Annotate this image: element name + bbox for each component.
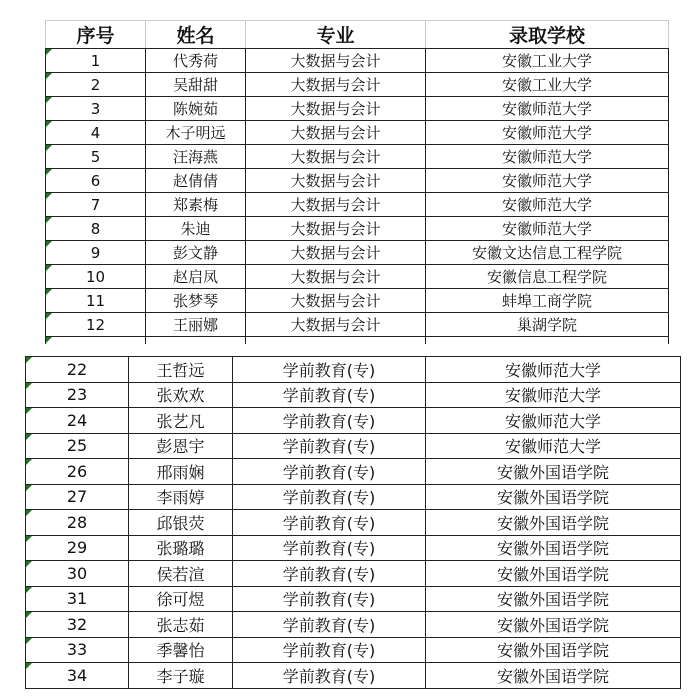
cell-name[interactable]: [146, 49, 246, 73]
cell-index[interactable]: [26, 561, 129, 587]
cell-major[interactable]: [233, 586, 426, 612]
cell-major-text: 大数据与会计: [290, 172, 381, 190]
table-row: [26, 561, 681, 587]
cell-school[interactable]: [426, 145, 669, 169]
bottom-table-crop: [0, 354, 700, 690]
cell-major-text: 大数据与会计: [290, 148, 381, 166]
cell-name[interactable]: [146, 337, 246, 345]
cell-major-text: 学前教育(专): [282, 411, 376, 431]
cell-school-text: 安徽师范大学: [504, 437, 601, 457]
cell-major[interactable]: [246, 337, 426, 345]
cell-major[interactable]: [233, 535, 426, 561]
cell-name-text: 张志茹: [156, 615, 205, 635]
cell-name[interactable]: [146, 217, 246, 241]
cell-name-text: 朱迪: [180, 220, 211, 238]
cell-major[interactable]: [246, 193, 426, 217]
cell-major-text: 学前教育(专): [282, 539, 376, 559]
table-row: [46, 313, 669, 337]
cell-school-text: 安徽工业大学: [501, 52, 592, 70]
cell-major-text: 大数据与会计: [290, 292, 381, 310]
cell-index[interactable]: [46, 337, 146, 345]
cell-index-text: 34: [66, 665, 88, 685]
cell-school[interactable]: [426, 484, 681, 510]
cell-name-text: 汪海燕: [172, 148, 218, 166]
table-row: [46, 265, 669, 289]
cell-index[interactable]: [46, 193, 146, 217]
cell-index-text: 29: [66, 538, 88, 558]
cell-school[interactable]: [426, 382, 681, 408]
cell-index-text: 10: [85, 267, 106, 286]
cell-school[interactable]: [426, 313, 669, 337]
cell-school[interactable]: [426, 241, 669, 265]
cell-name[interactable]: [129, 510, 233, 536]
cell-school[interactable]: [426, 586, 681, 612]
cell-name[interactable]: [146, 169, 246, 193]
cell-name[interactable]: [129, 484, 233, 510]
cell-index-text: 32: [66, 614, 88, 634]
cell-school[interactable]: [426, 433, 681, 459]
cell-name[interactable]: [146, 193, 246, 217]
table-row: [46, 145, 669, 169]
cell-index[interactable]: [26, 612, 129, 638]
cell-major-text: 学前教育(专): [282, 615, 376, 635]
cell-major[interactable]: [233, 663, 426, 689]
table-row: [26, 357, 681, 383]
cell-major[interactable]: [246, 121, 426, 145]
cell-name-text: 木子明远: [165, 124, 226, 142]
cell-index-text: 11: [85, 291, 106, 310]
cell-index-text: 31: [66, 589, 88, 609]
table-row: [26, 408, 681, 434]
cell-major-text: 大数据与会计: [290, 52, 381, 70]
table-row: [46, 193, 669, 217]
cell-major-text: 学前教育(专): [282, 513, 376, 533]
number-as-text-indicator-icon: [46, 241, 52, 247]
number-as-text-indicator-icon: [46, 145, 52, 151]
cell-name[interactable]: [129, 382, 233, 408]
cell-school-text: 安徽外国语学院: [496, 462, 609, 482]
cell-major-text: 大数据与会计: [290, 124, 381, 142]
cell-school[interactable]: [426, 408, 681, 434]
cell-school-text: 安徽师范大学: [501, 124, 592, 142]
cell-major-text: 学前教育(专): [282, 590, 376, 610]
number-as-text-indicator-icon: [46, 193, 52, 199]
cell-major[interactable]: [233, 382, 426, 408]
cell-major[interactable]: [246, 73, 426, 97]
table-row: [26, 637, 681, 663]
cell-name-text: 季馨怡: [156, 641, 205, 661]
cell-school[interactable]: [426, 637, 681, 663]
cell-name[interactable]: [129, 357, 233, 383]
cell-index[interactable]: [26, 510, 129, 536]
number-as-text-indicator-icon: [26, 434, 32, 440]
cell-name-text: 王丽娜: [172, 316, 218, 334]
cell-index[interactable]: [26, 535, 129, 561]
cell-name[interactable]: [129, 459, 233, 485]
cell-major-text: 大数据与会计: [290, 244, 381, 262]
cell-name[interactable]: [129, 408, 233, 434]
table-row: [46, 49, 669, 73]
cell-index[interactable]: [46, 217, 146, 241]
number-as-text-indicator-icon: [46, 169, 52, 175]
cell-name-text: 侯若渲: [156, 564, 205, 584]
cell-major[interactable]: [246, 97, 426, 121]
number-as-text-indicator-icon: [26, 561, 32, 567]
cell-school-text: 巢湖学院: [516, 316, 577, 334]
cell-school[interactable]: [426, 459, 681, 485]
cell-index-text: 33: [66, 640, 88, 660]
number-as-text-indicator-icon: [26, 536, 32, 542]
cell-index-text: 28: [66, 512, 88, 532]
cell-name-text: 李雨婷: [156, 488, 205, 508]
cell-school[interactable]: [426, 663, 681, 689]
number-as-text-indicator-icon: [46, 49, 52, 55]
cell-school-text: 安徽师范大学: [501, 100, 592, 118]
cell-school-text: 安徽外国语学院: [496, 488, 609, 508]
cell-major-text: 大数据与会计: [290, 316, 381, 334]
table-row: [46, 121, 669, 145]
cell-name[interactable]: [146, 241, 246, 265]
cell-major[interactable]: [233, 510, 426, 536]
cell-index[interactable]: [26, 459, 129, 485]
header-index: 序号: [46, 21, 146, 49]
cell-name-text: 李子璇: [156, 666, 205, 686]
cell-name-text: 邢雨娴: [156, 462, 205, 482]
cell-name-text: 陈婉茹: [172, 100, 218, 118]
table-row: [26, 612, 681, 638]
cell-major[interactable]: [246, 49, 426, 73]
cell-school[interactable]: [426, 561, 681, 587]
number-as-text-indicator-icon: [46, 217, 52, 223]
cell-index[interactable]: [26, 637, 129, 663]
cell-index[interactable]: [46, 265, 146, 289]
number-as-text-indicator-icon: [26, 459, 32, 465]
table-row: [26, 459, 681, 485]
cell-name[interactable]: [129, 433, 233, 459]
cell-school[interactable]: [426, 97, 669, 121]
number-as-text-indicator-icon: [26, 587, 32, 593]
cell-major[interactable]: [246, 289, 426, 313]
cell-major-text: 学前教育(专): [282, 462, 376, 482]
cell-school-text: 安徽信息工程学院: [486, 268, 607, 286]
header-school: 录取学校: [426, 21, 669, 49]
cell-major-text: 学前教育(专): [282, 564, 376, 584]
cell-school-text: 安徽师范大学: [501, 220, 592, 238]
cell-major[interactable]: [233, 484, 426, 510]
cell-major[interactable]: [233, 612, 426, 638]
cell-name-text: 彭文静: [172, 244, 218, 262]
number-as-text-indicator-icon: [26, 485, 32, 491]
admission-table-top: [45, 20, 669, 344]
cell-major-text: 大数据与会计: [290, 100, 381, 118]
cell-index-text: 12: [85, 315, 106, 334]
cell-index-text: 5: [90, 147, 101, 166]
cell-major[interactable]: [246, 265, 426, 289]
cell-major[interactable]: [233, 561, 426, 587]
table-row: [26, 586, 681, 612]
number-as-text-indicator-icon: [46, 313, 52, 319]
cell-index[interactable]: [26, 408, 129, 434]
cell-school-text: 安徽文达信息工程学院: [471, 244, 622, 262]
number-as-text-indicator-icon: [46, 97, 52, 103]
cell-name[interactable]: [146, 145, 246, 169]
cell-school-text: 安徽师范大学: [504, 360, 601, 380]
cell-major-text: 学前教育(专): [282, 386, 376, 406]
cell-school-text: 安徽师范大学: [501, 172, 592, 190]
cell-index-text: 30: [66, 563, 88, 583]
number-as-text-indicator-icon: [26, 638, 32, 644]
table-row: [26, 484, 681, 510]
cell-school-text: 安徽外国语学院: [496, 564, 609, 584]
cell-major[interactable]: [233, 433, 426, 459]
cell-index-text: 6: [90, 171, 101, 190]
table-row: [26, 510, 681, 536]
cell-major-text: 学前教育(专): [282, 437, 376, 457]
cell-name-text: 张璐璐: [156, 539, 205, 559]
table-row: [46, 73, 669, 97]
cell-index[interactable]: [46, 169, 146, 193]
cell-name-text: 代秀荷: [172, 52, 218, 70]
cell-school[interactable]: [426, 169, 669, 193]
cell-school-text: 安徽外国语学院: [496, 641, 609, 661]
table-row: [26, 382, 681, 408]
cell-school[interactable]: [426, 612, 681, 638]
admission-table-bottom: [25, 356, 681, 689]
cell-school-text: 安徽工业大学: [501, 76, 592, 94]
header-row: [46, 21, 669, 49]
cell-index[interactable]: [46, 313, 146, 337]
cell-name[interactable]: [129, 663, 233, 689]
cell-index[interactable]: [46, 121, 146, 145]
cell-index-text: 7: [90, 195, 101, 214]
table-row: [46, 217, 669, 241]
cell-index[interactable]: [26, 484, 129, 510]
number-as-text-indicator-icon: [26, 357, 32, 363]
cell-major[interactable]: [233, 637, 426, 663]
cell-school[interactable]: [426, 49, 669, 73]
cell-major-text: 学前教育(专): [282, 666, 376, 686]
cell-index-text: 1: [90, 51, 101, 70]
cell-name[interactable]: [146, 265, 246, 289]
cell-name-text: 吴甜甜: [172, 76, 218, 94]
table-row: [26, 433, 681, 459]
number-as-text-indicator-icon: [26, 510, 32, 516]
cell-name-text: 张艺凡: [156, 411, 205, 431]
cell-index[interactable]: [46, 145, 146, 169]
cell-name-text: 郑素梅: [172, 196, 218, 214]
cell-school-text: 安徽师范大学: [504, 386, 601, 406]
number-as-text-indicator-icon: [26, 408, 32, 414]
cell-name[interactable]: [129, 637, 233, 663]
cell-index[interactable]: [46, 73, 146, 97]
cell-index[interactable]: [46, 289, 146, 313]
number-as-text-indicator-icon: [26, 663, 32, 669]
cell-index[interactable]: [26, 663, 129, 689]
table-row: [46, 97, 669, 121]
cell-name-text: 张欢欢: [156, 386, 205, 406]
number-as-text-indicator-icon: [46, 73, 52, 79]
cell-school[interactable]: [426, 510, 681, 536]
cell-school-text: 蚌埠工商学院: [501, 292, 592, 310]
table-row: [26, 535, 681, 561]
cell-index-text: 9: [90, 243, 101, 262]
table-row: [46, 289, 669, 313]
table-row: [46, 169, 669, 193]
cell-index[interactable]: [26, 586, 129, 612]
cell-major[interactable]: [246, 241, 426, 265]
cell-major[interactable]: [246, 169, 426, 193]
cell-name-text: 赵启凤: [172, 268, 218, 286]
cell-index-text: 25: [66, 436, 88, 456]
cell-name[interactable]: [146, 73, 246, 97]
cell-name-text: 彭恩宇: [156, 437, 205, 457]
cell-major[interactable]: [246, 145, 426, 169]
cell-index-text: 2: [90, 75, 101, 94]
cell-major[interactable]: [233, 408, 426, 434]
cell-index-text: 22: [66, 359, 88, 379]
cell-major-text: 大数据与会计: [290, 268, 381, 286]
cell-name-text: 赵倩倩: [172, 172, 218, 190]
cell-name-text: 张梦琴: [172, 292, 218, 310]
cell-name[interactable]: [146, 121, 246, 145]
cell-major-text: 大数据与会计: [290, 76, 381, 94]
cell-school[interactable]: [426, 535, 681, 561]
cell-index[interactable]: [46, 49, 146, 73]
cell-name-text: 王哲远: [156, 360, 205, 380]
top-table-crop: [0, 0, 700, 344]
cell-major-text: 大数据与会计: [290, 196, 381, 214]
cell-index[interactable]: [46, 97, 146, 121]
cell-major-text: 学前教育(专): [282, 641, 376, 661]
cell-major[interactable]: [246, 313, 426, 337]
number-as-text-indicator-icon: [26, 383, 32, 389]
cell-school[interactable]: [426, 337, 669, 345]
cell-index[interactable]: [26, 382, 129, 408]
cell-major[interactable]: [233, 459, 426, 485]
cell-school[interactable]: [426, 73, 669, 97]
cell-index-text: 27: [66, 487, 88, 507]
cell-school[interactable]: [426, 265, 669, 289]
cell-school-text: 安徽外国语学院: [496, 513, 609, 533]
cell-name[interactable]: [129, 535, 233, 561]
cell-name[interactable]: [129, 561, 233, 587]
cell-name-text: 徐可煜: [156, 590, 205, 610]
cell-school[interactable]: [426, 357, 681, 383]
cell-index[interactable]: [46, 241, 146, 265]
cell-major[interactable]: [233, 357, 426, 383]
cell-school-text: 安徽外国语学院: [496, 590, 609, 610]
number-as-text-indicator-icon: [46, 121, 52, 127]
cell-major-text: 学前教育(专): [282, 488, 376, 508]
cell-school[interactable]: [426, 217, 669, 241]
header-major: 专业: [246, 21, 426, 49]
cell-school[interactable]: [426, 193, 669, 217]
cell-school-text: 安徽外国语学院: [496, 539, 609, 559]
cell-index-text: 26: [66, 461, 88, 481]
cell-index-text: 23: [66, 385, 88, 405]
table-row: [46, 337, 669, 345]
cell-name[interactable]: [146, 97, 246, 121]
cell-school[interactable]: [426, 289, 669, 313]
cell-name-text: 邱银荧: [156, 513, 205, 533]
cell-school[interactable]: [426, 121, 669, 145]
cell-index-text: 24: [66, 410, 88, 430]
table-row: [46, 241, 669, 265]
number-as-text-indicator-icon: [46, 337, 52, 343]
number-as-text-indicator-icon: [26, 612, 32, 618]
cell-school-text: 安徽师范大学: [504, 411, 601, 431]
header-name: 姓名: [146, 21, 246, 49]
cell-index-text: 4: [90, 123, 101, 142]
cell-name[interactable]: [146, 313, 246, 337]
cell-name[interactable]: [146, 289, 246, 313]
cell-index[interactable]: [26, 357, 129, 383]
number-as-text-indicator-icon: [46, 289, 52, 295]
cell-major-text: 学前教育(专): [282, 360, 376, 380]
cell-major-text: 大数据与会计: [290, 220, 381, 238]
cell-major[interactable]: [246, 217, 426, 241]
cell-school-text: 安徽外国语学院: [496, 615, 609, 635]
cell-index-text: 8: [90, 219, 101, 238]
cell-name[interactable]: [129, 612, 233, 638]
cell-name[interactable]: [129, 586, 233, 612]
cell-school-text: 安徽师范大学: [501, 148, 592, 166]
cell-index[interactable]: [26, 433, 129, 459]
cell-school-text: 安徽外国语学院: [496, 666, 609, 686]
table-row: [26, 663, 681, 689]
number-as-text-indicator-icon: [46, 265, 52, 271]
cell-index-text: 3: [90, 99, 101, 118]
cell-school-text: 安徽师范大学: [501, 196, 592, 214]
